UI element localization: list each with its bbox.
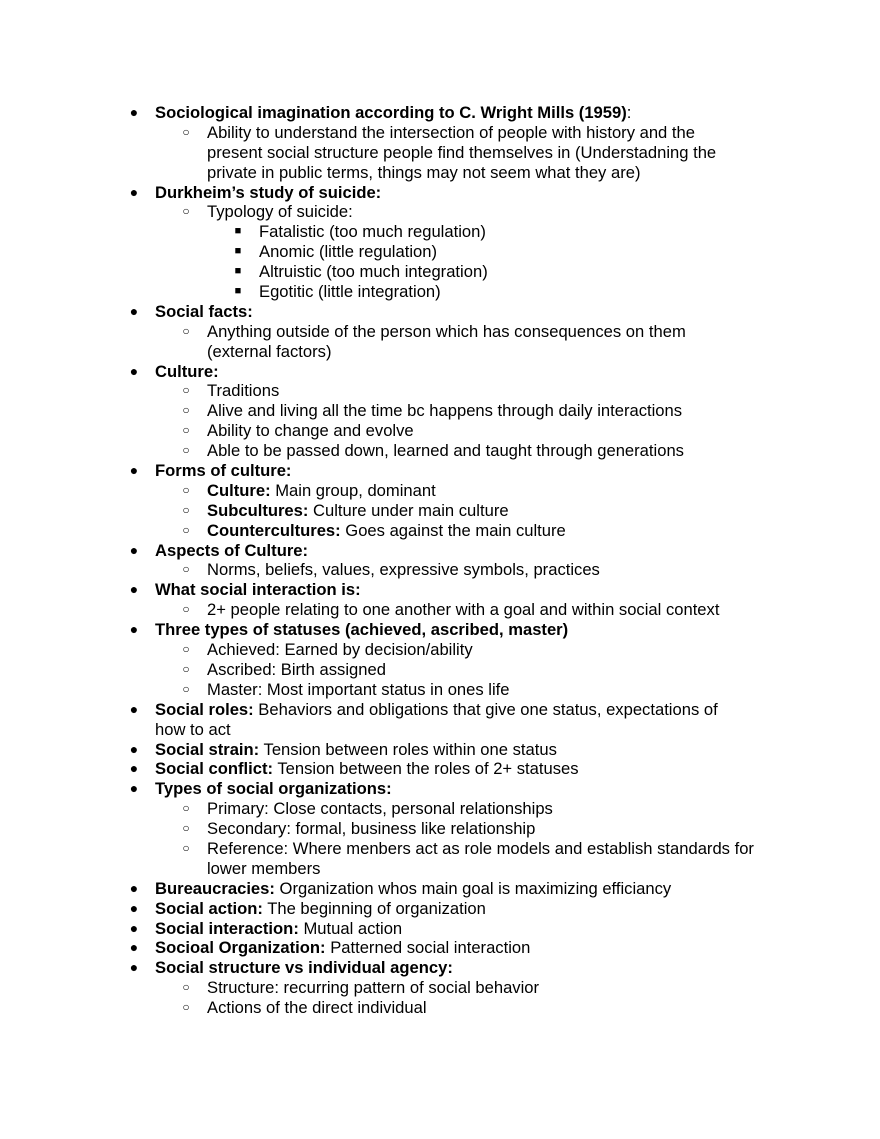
list-item-text <box>259 222 486 242</box>
list-item-text <box>207 481 436 501</box>
list-item-text <box>155 461 291 481</box>
list-item <box>0 560 880 580</box>
hollow-circle-bullet-icon: ○ <box>182 502 190 517</box>
term-label: Social structure vs individual agency: <box>155 958 453 978</box>
filled-circle-bullet-icon: ● <box>129 462 139 479</box>
list-item-text <box>155 362 219 382</box>
filled-circle-bullet-icon: ● <box>129 104 139 120</box>
list-item-text <box>207 660 386 680</box>
hollow-circle-bullet-icon: ○ <box>182 403 190 418</box>
filled-circle-bullet-icon: ● <box>129 939 139 956</box>
definition-text: Organization whos main goal is maximizing efficiancy <box>274 878 672 898</box>
definition-text: Ascribed: Birth assigned <box>207 659 386 679</box>
square-bullet-icon: ■ <box>234 245 242 258</box>
square-bullet-icon: ■ <box>234 285 242 298</box>
list-item <box>0 899 880 919</box>
filled-circle-bullet-icon: ● <box>129 760 139 777</box>
list-item <box>0 958 880 978</box>
list-item-text <box>155 103 631 123</box>
list-item <box>0 481 880 501</box>
list-item-text <box>207 819 535 839</box>
list-item-text <box>207 342 332 362</box>
list-item <box>0 580 880 600</box>
list-item-text <box>155 879 671 899</box>
term-label: Social action: <box>155 898 263 918</box>
list-item-continuation <box>0 143 880 163</box>
definition-text: Ability to understand the intersection of people with history and the <box>207 122 695 142</box>
list-item <box>0 262 880 282</box>
list-item-text <box>155 580 361 600</box>
list-item <box>0 202 880 222</box>
filled-circle-bullet-icon: ● <box>129 879 139 896</box>
list-item-text <box>155 779 392 799</box>
filled-circle-bullet-icon: ● <box>129 780 139 797</box>
list-item <box>0 461 880 481</box>
definition-text: Typology of suicide: <box>207 202 353 222</box>
definition-text: private in public terms, things may not seem what they are) <box>207 162 641 182</box>
hollow-circle-bullet-icon: ○ <box>182 661 190 676</box>
definition-text: Structure: recurring pattern of social behavior <box>207 978 540 998</box>
hollow-circle-bullet-icon: ○ <box>182 602 190 617</box>
list-item-text <box>155 302 253 322</box>
definition-text: Anomic (little regulation) <box>259 242 437 262</box>
list-item <box>0 501 880 521</box>
list-item <box>0 779 880 799</box>
term-label: Social strain: <box>155 739 260 759</box>
list-item <box>0 938 880 958</box>
square-bullet-icon: ■ <box>234 225 242 238</box>
filled-circle-bullet-icon: ● <box>129 302 139 319</box>
term-label: Forms of culture: <box>155 461 292 481</box>
term-label: Countercultures: <box>207 520 341 540</box>
list-item <box>0 362 880 382</box>
filled-circle-bullet-icon: ● <box>129 740 139 757</box>
list-item-text <box>155 958 453 978</box>
filled-circle-bullet-icon: ● <box>129 183 139 200</box>
hollow-circle-bullet-icon: ○ <box>182 204 190 219</box>
document-page <box>0 103 880 1018</box>
term-label: Subcultures: <box>207 500 309 520</box>
definition-text: Fatalistic (too much regulation) <box>259 222 486 242</box>
term-label: Culture: <box>155 361 219 381</box>
list-item <box>0 521 880 541</box>
definition-text: Main group, dominant <box>270 480 436 500</box>
filled-circle-bullet-icon: ● <box>129 700 139 717</box>
list-item <box>0 123 880 143</box>
filled-circle-bullet-icon: ● <box>129 621 139 638</box>
definition-text: The beginning of organization <box>262 898 486 918</box>
hollow-circle-bullet-icon: ○ <box>182 423 190 438</box>
list-item-text <box>259 242 437 262</box>
list-item <box>0 740 880 760</box>
list-item-text <box>207 839 754 859</box>
list-item-text <box>155 700 718 720</box>
list-item <box>0 242 880 262</box>
list-item-text <box>207 441 684 461</box>
list-item <box>0 222 880 242</box>
definition-text: Tension between roles within one status <box>259 739 557 759</box>
definition-text: : <box>626 103 632 122</box>
list-item-text <box>259 282 441 302</box>
list-item <box>0 600 880 620</box>
term-label: Social facts: <box>155 301 253 321</box>
list-item-text <box>155 541 308 561</box>
list-item <box>0 919 880 939</box>
list-item-text <box>207 640 473 660</box>
hollow-circle-bullet-icon: ○ <box>182 443 190 458</box>
list-item <box>0 879 880 899</box>
list-item-text <box>155 183 381 203</box>
definition-text: Goes against the main culture <box>340 520 566 540</box>
list-item <box>0 978 880 998</box>
hollow-circle-bullet-icon: ○ <box>182 642 190 657</box>
list-item-text <box>207 202 353 222</box>
term-label: Durkheim’s study of suicide: <box>155 182 382 202</box>
definition-text: Tension between the roles of 2+ statuses <box>273 759 579 779</box>
definition-text: Achieved: Earned by decision/ability <box>207 640 473 660</box>
definition-text: Actions of the direct individual <box>207 998 427 1018</box>
list-item <box>0 282 880 302</box>
term-label: What social interaction is: <box>155 580 361 600</box>
definition-text: Patterned social interaction <box>325 938 531 958</box>
hollow-circle-bullet-icon: ○ <box>182 840 190 855</box>
list-item-text <box>207 381 279 401</box>
list-item-text <box>155 759 579 779</box>
definition-text: Master: Most important status in ones life <box>207 679 510 699</box>
definition-text: present social structure people find themselves in (Understadning the <box>207 142 717 162</box>
filled-circle-bullet-icon: ● <box>129 541 139 558</box>
list-item-text <box>207 799 553 819</box>
term-label: Social conflict: <box>155 759 274 779</box>
list-item-text <box>155 620 568 640</box>
definition-text: Reference: Where menbers act as role models and establish standards for <box>207 838 754 858</box>
list-item-text <box>207 501 509 521</box>
list-item-text <box>155 899 486 919</box>
list-item-continuation <box>0 720 880 740</box>
definition-text: Anything outside of the person which has consequences on them <box>207 321 686 341</box>
list-item <box>0 183 880 203</box>
term-label: Social interaction: <box>155 918 299 938</box>
list-item <box>0 421 880 441</box>
list-item-text <box>207 978 539 998</box>
definition-text: Culture under main culture <box>308 500 509 520</box>
hollow-circle-bullet-icon: ○ <box>182 821 190 836</box>
list-item-text <box>207 322 686 342</box>
definition-text: Primary: Close contacts, personal relationships <box>207 799 553 819</box>
list-item <box>0 302 880 322</box>
list-item-text <box>207 401 682 421</box>
term-label: Sociological imagination according to C. Wright Mills (1959) <box>155 103 627 122</box>
list-item-continuation <box>0 342 880 362</box>
definition-text: Ability to change and evolve <box>207 421 414 441</box>
hollow-circle-bullet-icon: ○ <box>182 562 190 577</box>
list-item <box>0 640 880 660</box>
definition-text: Mutual action <box>298 918 403 938</box>
definition-text: Alive and living all the time bc happens through daily interactions <box>207 401 683 421</box>
term-label: Culture: <box>207 480 271 500</box>
term-label: Aspects of Culture: <box>155 540 309 560</box>
definition-text: Altruistic (too much integration) <box>259 262 488 282</box>
hollow-circle-bullet-icon: ○ <box>182 383 190 398</box>
hollow-circle-bullet-icon: ○ <box>182 1000 190 1015</box>
list-item-text <box>155 919 402 939</box>
term-label: Bureaucracies: <box>155 878 275 898</box>
list-item <box>0 401 880 421</box>
list-item <box>0 620 880 640</box>
filled-circle-bullet-icon: ● <box>129 919 139 936</box>
list-item-continuation <box>0 163 880 183</box>
hollow-circle-bullet-icon: ○ <box>182 522 190 537</box>
filled-circle-bullet-icon: ● <box>129 362 139 379</box>
definition-text: lower members <box>207 858 321 878</box>
hollow-circle-bullet-icon: ○ <box>182 323 190 338</box>
hollow-circle-bullet-icon: ○ <box>182 980 190 995</box>
term-label: Three types of statuses (achieved, ascribed, master) <box>155 620 569 640</box>
list-item-text <box>207 123 695 143</box>
list-item <box>0 759 880 779</box>
term-label: Types of social organizations: <box>155 779 392 799</box>
list-item-text <box>207 521 566 541</box>
definition-text: how to act <box>155 719 231 739</box>
list-item-text <box>207 680 510 700</box>
list-item-text <box>207 560 600 580</box>
hollow-circle-bullet-icon: ○ <box>182 681 190 696</box>
list-item <box>0 998 880 1018</box>
definition-text: Norms, beliefs, values, expressive symbols, practices <box>207 560 600 580</box>
list-item-text <box>207 143 716 163</box>
list-item-text <box>155 720 231 740</box>
list-item-text <box>155 740 557 760</box>
filled-circle-bullet-icon: ● <box>129 959 139 976</box>
list-item-text <box>207 998 427 1018</box>
list-item <box>0 322 880 342</box>
list-item <box>0 441 880 461</box>
list-item <box>0 819 880 839</box>
list-item-text <box>259 262 488 282</box>
list-item-text <box>207 421 414 441</box>
list-item-text <box>207 859 320 879</box>
list-item <box>0 541 880 561</box>
list-item <box>0 680 880 700</box>
list-item <box>0 660 880 680</box>
definition-text: 2+ people relating to one another with a goal and within social context <box>207 600 720 620</box>
definition-text: Traditions <box>207 381 280 401</box>
definition-text: Secondary: formal, business like relationship <box>207 819 536 839</box>
definition-text: Able to be passed down, learned and taught through generations <box>207 441 684 461</box>
list-item <box>0 103 880 123</box>
list-item-text <box>207 163 640 183</box>
hollow-circle-bullet-icon: ○ <box>182 482 190 497</box>
filled-circle-bullet-icon: ● <box>129 899 139 916</box>
hollow-circle-bullet-icon: ○ <box>182 801 190 816</box>
definition-text: Behaviors and obligations that give one status, expectations of <box>253 699 718 719</box>
definition-text: (external factors) <box>207 341 332 361</box>
list-item <box>0 839 880 859</box>
list-item-continuation <box>0 859 880 879</box>
hollow-circle-bullet-icon: ○ <box>182 124 190 139</box>
definition-text: Egotitic (little integration) <box>259 282 441 302</box>
list-item <box>0 381 880 401</box>
filled-circle-bullet-icon: ● <box>129 581 139 598</box>
term-label: Socioal Organization: <box>155 938 326 958</box>
list-item <box>0 700 880 720</box>
list-item <box>0 799 880 819</box>
list-item-text <box>155 938 530 958</box>
term-label: Social roles: <box>155 699 254 719</box>
list-item-text <box>207 600 719 620</box>
square-bullet-icon: ■ <box>234 265 242 278</box>
